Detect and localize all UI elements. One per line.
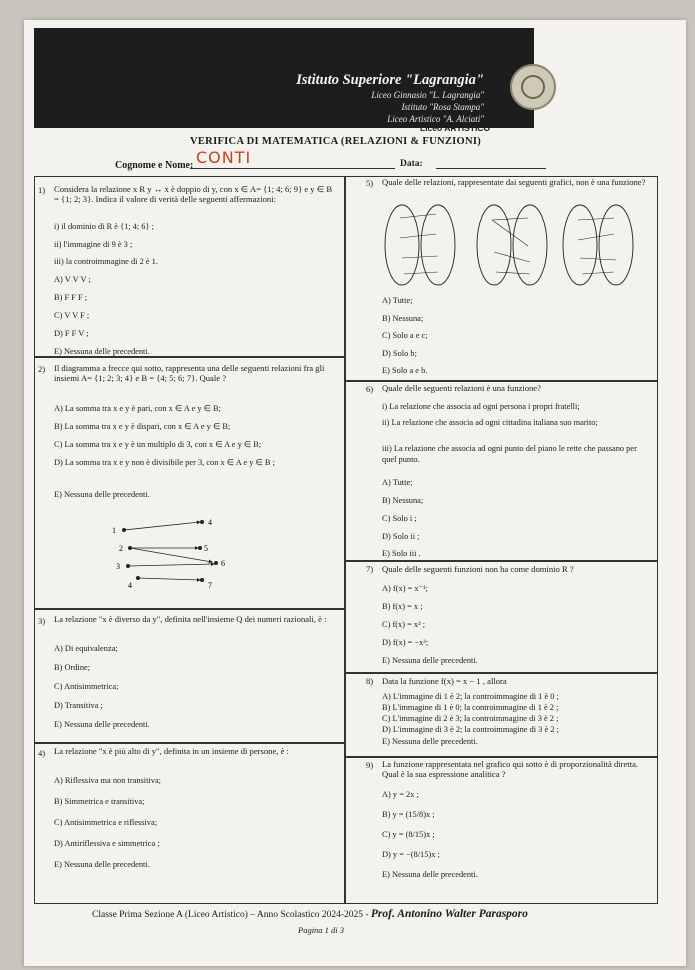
- q5-option[interactable]: E) Solo a e b.: [382, 366, 428, 375]
- school-subtitle: Liceo ARTISTICO: [420, 123, 491, 133]
- arrow-diagram: [104, 508, 264, 598]
- q2-text: Il diagramma a frecce qui sotto, rappresenta una delle seguenti relazioni fra gli insiemi A= {1; 2; 3; 4} e B = {4; 5; 6; 7}. Quale ?: [54, 363, 325, 383]
- q2-option[interactable]: C) La somma tra x e y è un multiplo di 3, con x ∈ A e y ∈ B;: [54, 440, 262, 449]
- q4-text: La relazione "x è più alto di y", definita in un insieme di persone, è :: [54, 746, 289, 756]
- q1-option[interactable]: B) F F F ;: [54, 293, 88, 302]
- q4-option[interactable]: B) Simmetrica e transitiva;: [54, 797, 145, 806]
- q8-option[interactable]: C) L'immagine di 2 è 3; la controimmagine di 3 è 2 ;: [382, 714, 559, 723]
- arrow-4-7: [138, 578, 200, 580]
- q3-option[interactable]: B) Ordine;: [54, 663, 91, 672]
- diagram-label-b6: 6: [221, 559, 225, 568]
- footer-teacher: Prof. Antonino Walter Parasporo: [370, 908, 528, 920]
- q1-option[interactable]: i) il dominio di R è {1; 4; 6} ;: [54, 222, 154, 231]
- q6-item: i) La relazione che associa ad ogni persona i propri fratelli;: [382, 402, 580, 411]
- q1-text: Considera la relazione x R y ↔ x è doppio di y, con x ∈ A= {1; 4; 6; 9} e y ∈ B = {1; 2; 3}. Indica il valore di verità delle seguenti affermazioni:: [54, 184, 333, 204]
- q8-option[interactable]: E) Nessuna delle precedenti.: [382, 737, 478, 746]
- q5-option[interactable]: C) Solo a e c;: [382, 331, 428, 340]
- page-number: Pagina 1 di 3: [298, 925, 345, 935]
- dot-b7: [200, 578, 204, 582]
- q7-option[interactable]: A) f(x) = x⁻¹;: [382, 584, 428, 593]
- q2-option[interactable]: B) La somma tra x e y è dispari, con x ∈ A e y ∈ B;: [54, 422, 231, 431]
- q3-option[interactable]: C) Antisimmetrica;: [54, 682, 119, 691]
- name-label: Cognome e Nome:: [115, 160, 194, 171]
- q4-number: 4): [38, 748, 46, 758]
- graph-c: [563, 205, 633, 285]
- q3-number: 3): [38, 616, 46, 626]
- q1-option[interactable]: A) V V V ;: [54, 275, 91, 284]
- name-value[interactable]: CONTI: [196, 148, 252, 167]
- school-line-3: Liceo Artistico "A. Alciati": [387, 114, 484, 124]
- dot-a4: [136, 576, 140, 580]
- q8-number: 8): [366, 676, 374, 686]
- graph-b: [477, 205, 547, 285]
- q7-option[interactable]: C) f(x) = x² ;: [382, 620, 426, 629]
- q7-option[interactable]: E) Nessuna delle precedenti.: [382, 656, 478, 665]
- q1-option[interactable]: D) F F V ;: [54, 329, 89, 338]
- q5-option[interactable]: D) Solo b;: [382, 349, 417, 358]
- diagram-label-b5: 5: [204, 544, 208, 553]
- diagram-label-a2: 2: [119, 544, 123, 553]
- arrow-3-6: [128, 564, 214, 566]
- name-line: [190, 168, 395, 169]
- q2-option[interactable]: A) La somma tra x e y è pari, con x ∈ A e y ∈ B;: [54, 404, 221, 413]
- school-header: [34, 28, 534, 128]
- q1-option[interactable]: C) V V F ;: [54, 311, 90, 320]
- dot-b4: [200, 520, 204, 524]
- q1-option[interactable]: iii) la controimmagine di 2 è 1.: [54, 257, 158, 266]
- graph-a: [385, 205, 455, 285]
- q7-option[interactable]: B) f(x) = x ;: [382, 602, 423, 611]
- school-seal-icon: [510, 64, 556, 110]
- q9-option[interactable]: C) y = (8/15)x ;: [382, 830, 435, 839]
- q3-option[interactable]: E) Nessuna delle precedenti.: [54, 720, 150, 729]
- diagram-label-b7: 7: [208, 581, 212, 590]
- q8-text: Data la funzione f(x) = x − 1 , allora: [382, 676, 507, 686]
- q1-option[interactable]: ii) l'immagine di 9 è 3 ;: [54, 240, 133, 249]
- dot-b6: [214, 561, 218, 565]
- q3-option[interactable]: D) Transitiva ;: [54, 701, 103, 710]
- q6-number: 6): [366, 384, 374, 394]
- q9-text: La funzione rappresentata nel grafico qui sotto è di proporzionalità diretta. Qual è la sua espressione analitica ?: [382, 759, 639, 779]
- q8-option[interactable]: B) L'immagine di 1 è 0; la controimmagine di 1 è 2 ;: [382, 703, 559, 712]
- q4-option[interactable]: D) Antiriflessiva e simmetrica ;: [54, 839, 160, 848]
- q5-graphs: [380, 200, 650, 290]
- q6-option[interactable]: A) Tutte;: [382, 478, 413, 487]
- footer-class: Classe Prima Sezione A (Liceo Artistico) – Anno Scolastico 2024-2025 -: [92, 910, 369, 920]
- q4-option[interactable]: C) Antisimmetrica e riflessiva;: [54, 818, 158, 827]
- test-title: VERIFICA DI MATEMATICA (RELAZIONI & FUNZIONI): [190, 136, 482, 147]
- q9-number: 9): [366, 760, 374, 770]
- q6-option[interactable]: D) Solo ii ;: [382, 532, 420, 541]
- date-line[interactable]: [436, 168, 546, 169]
- date-label: Data:: [400, 159, 423, 169]
- school-title: Istituto Superiore "Lagrangia": [296, 72, 484, 88]
- q3-text: La relazione "x è diverso da y", definita nell'insieme Q dei numeri razionali, è :: [54, 614, 327, 624]
- q7-number: 7): [366, 564, 374, 574]
- q9-option[interactable]: B) y = (15/8)x ;: [382, 810, 435, 819]
- q6-item: iii) La relazione che associa ad ogni punto del piano le rette che passano per quel punto.: [382, 444, 637, 464]
- diagram-label-a4: 4: [128, 581, 132, 590]
- arrow-2-6: [130, 548, 212, 562]
- dot-b5: [198, 546, 202, 550]
- q2-option[interactable]: E) Nessuna delle precedenti.: [54, 490, 150, 499]
- diagram-label-a1: 1: [112, 526, 116, 535]
- footer: [92, 908, 528, 920]
- q8-option[interactable]: D) L'immagine di 3 è 2; la controimmagine di 3 è 2 ;: [382, 725, 559, 734]
- q1-number: 1): [38, 185, 46, 195]
- q4-option[interactable]: E) Nessuna delle precedenti.: [54, 860, 150, 869]
- q4-option[interactable]: A) Riflessiva ma non transitiva;: [54, 776, 161, 785]
- q7-text: Quale delle seguenti funzioni non ha come dominio R ?: [382, 564, 574, 574]
- q8-option[interactable]: A) L'immagine di 1 è 2; la controimmagine di 1 è 0 ;: [382, 692, 559, 701]
- q6-option[interactable]: B) Nessuna;: [382, 496, 424, 505]
- school-line-2: Istituto "Rosa Stampa": [401, 102, 484, 112]
- dot-a3: [126, 564, 130, 568]
- q5-text: Quale delle relazioni, rappresentate dai seguenti grafici, non è una funzione?: [382, 177, 646, 187]
- q5-number: 5): [366, 178, 374, 188]
- q2-number: 2): [38, 364, 46, 374]
- dot-a2: [128, 546, 132, 550]
- q6-option[interactable]: E) Solo iii .: [382, 549, 421, 558]
- q9-option[interactable]: A) y = 2x ;: [382, 790, 419, 799]
- diagram-label-a3: 3: [116, 562, 120, 571]
- q6-option[interactable]: C) Solo i ;: [382, 514, 417, 523]
- q1-option[interactable]: E) Nessuna delle precedenti.: [54, 347, 150, 356]
- q3-option[interactable]: A) Di equivalenza;: [54, 644, 118, 653]
- q9-option[interactable]: E) Nessuna delle precedenti.: [382, 870, 478, 879]
- q9-option[interactable]: D) y = −(8/15)x ;: [382, 850, 440, 859]
- q2-option[interactable]: D) La somma tra x e y non è divisibile per 3, con x ∈ A e y ∈ B ;: [54, 458, 275, 467]
- q5-option[interactable]: B) Nessuna;: [382, 314, 424, 323]
- q6-text: Quale delle seguenti relazioni è una funzione?: [382, 383, 541, 393]
- q6-item: ii) La relazione che associa ad ogni cittadina italiana suo marito;: [382, 418, 598, 427]
- q7-option[interactable]: D) f(x) = −x³;: [382, 638, 429, 647]
- school-line-1: Liceo Ginnasio "L. Lagrangia": [371, 90, 484, 100]
- arrow-1-4: [124, 522, 200, 530]
- q5-option[interactable]: A) Tutte;: [382, 296, 413, 305]
- dot-a1: [122, 528, 126, 532]
- diagram-label-b4: 4: [208, 518, 212, 527]
